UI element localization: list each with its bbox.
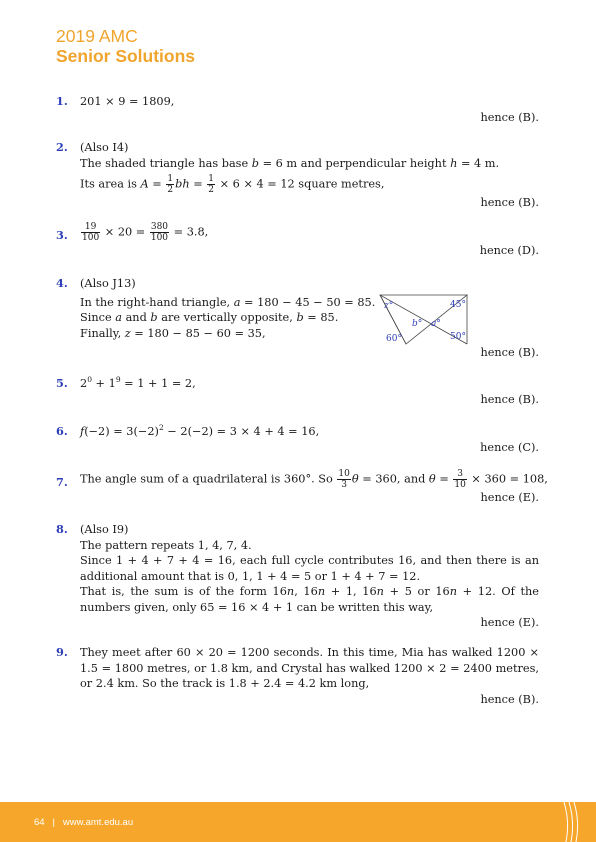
problem-number: 2.	[56, 140, 68, 154]
footer-url-link[interactable]: www.amt.edu.au	[62, 817, 134, 828]
problem-number: 4.	[56, 276, 68, 290]
fraction: $\frac{10}{3}$	[338, 469, 350, 490]
problem-text: The pattern repeats 1, 4, 7, 4.	[80, 538, 252, 552]
answer-line: hence (D).	[479, 244, 539, 257]
problem-6	[56, 424, 539, 455]
angle-label-b: b°	[412, 319, 423, 329]
bowtie-triangle-diagram	[378, 292, 468, 347]
problem-number: 5.	[56, 376, 68, 390]
fraction: $\frac{380}{100}$	[150, 222, 169, 243]
fraction: $\frac{3}{10}$	[454, 469, 466, 490]
problem-number: 6.	[56, 424, 68, 438]
problem-text: The angle sum of a quadrilateral is 360°. So $\frac{10}{3}$ θ = 360, and θ = $\frac{3}{10}$ × 360 = 108,	[80, 469, 548, 490]
problem-number: 8.	[56, 522, 68, 536]
problem-7	[56, 469, 548, 506]
header-subtitle: Senior Solutions	[56, 46, 196, 66]
page-footer	[0, 802, 596, 842]
answer-line: hence (E).	[480, 491, 539, 504]
problem-2	[56, 140, 539, 211]
answer-line: hence (B).	[480, 346, 539, 359]
problem-4	[56, 276, 539, 361]
problem-text: That is, the sum is of the form 16n, 16n + 1, 16n + 5 or 16n + 12. Of the numbers given, only 65 = 16 × 4 + 1 can be written this way,	[80, 585, 539, 614]
problem-3	[56, 222, 539, 259]
page-curl-icon	[560, 802, 582, 842]
answer-line: hence (B).	[480, 392, 539, 406]
fraction: $\frac{19}{100}$	[82, 222, 100, 243]
problem-text: In the right-hand triangle, a = 180 − 45 − 50 = 85.	[80, 295, 376, 309]
answer-line: hence (C).	[480, 440, 539, 454]
angle-label-a: a°	[431, 319, 441, 329]
problem-5	[56, 376, 539, 407]
footer-separator: |	[52, 817, 55, 828]
angle-label-z: z°	[384, 301, 394, 311]
problem-1	[56, 94, 539, 125]
problem-text: Its area is A = $\frac{1}{2}$ bh = $\frac{1}{2}$ × 6 × 4 = 12 square metres,	[80, 174, 385, 195]
angle-label-60: 60°	[386, 334, 402, 344]
problem-text: $\frac{19}{100}$ × 20 = $\frac{380}{100}$ = 3.8,	[82, 222, 209, 243]
problem-text: The shaded triangle has base b = 6 m and perpendicular height h = 4 m.	[80, 156, 500, 170]
page-number: 64	[34, 817, 45, 828]
header-year-title: 2019 AMC	[56, 26, 138, 46]
answer-line: hence (E).	[480, 616, 539, 629]
problem-text: 201 × 9 = 1809,	[80, 95, 175, 108]
problem-text: Since a and b are vertically opposite, b = 85.	[80, 311, 339, 324]
fraction: $\frac{1}{2}$	[208, 174, 215, 195]
footer-text	[34, 817, 133, 828]
problem-text: (Also J13)	[80, 277, 136, 290]
problem-number: 3.	[56, 228, 68, 242]
angle-label-45: 45°	[450, 300, 466, 310]
problem-8	[56, 522, 539, 631]
problem-text: $f(-2) = 3(-2)^2 - 2(-2) = 3 \times 4 + 4 = 16$,	[80, 423, 320, 438]
problem-text: Since 1 + 4 + 7 + 4 = 16, each full cycle contributes 16, and then there is an additional amount that is 0, 1, 1 + 4 = 5 or 1 + 4 + 7 = 12.	[80, 554, 539, 583]
page-header	[56, 26, 195, 66]
answer-line: hence (B).	[480, 196, 539, 209]
angle-label-50: 50°	[450, 332, 466, 342]
problem-text: (Also I4)	[80, 141, 129, 154]
fraction: $\frac{1}{2}$	[167, 174, 174, 195]
problem-text: They meet after 60 × 20 = 1200 seconds. In this time, Mia has walked 1200 × 1.5 = 1800 metres, or 1.8 km, and Crystal has walked 1200 × 2 = 2400 metres, or 2.4 km. So the track is 1.8 + 2.4 = 4.2 km long,	[80, 646, 539, 690]
problem-text: (Also I9)	[80, 523, 129, 536]
problem-number: 7.	[56, 475, 68, 489]
answer-line: hence (B).	[480, 692, 539, 706]
problem-number: 1.	[56, 94, 68, 108]
problem-text: Finally, z = 180 − 85 − 60 = 35,	[80, 326, 266, 340]
problem-number: 9.	[56, 645, 68, 659]
problem-text: $2^0 + 1^9 = 1 + 1 = 2$,	[80, 375, 196, 390]
answer-line: hence (B).	[480, 110, 539, 124]
problem-9	[56, 645, 539, 707]
